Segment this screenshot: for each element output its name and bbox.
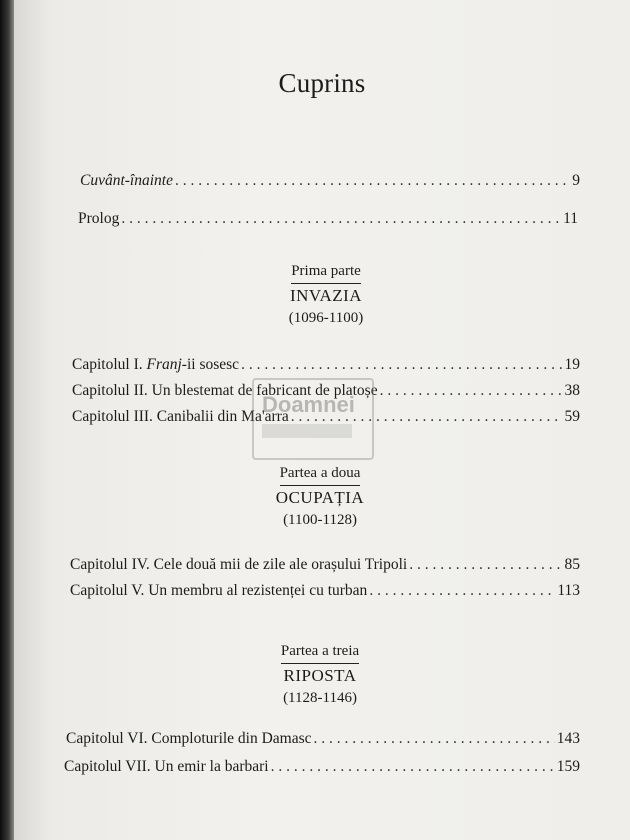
part-title: OCUPAȚIA [275, 488, 365, 507]
book-spine-shadow [0, 0, 14, 840]
toc-entry-label: Cuvânt-înainte [80, 172, 173, 189]
toc-entry-label: Prolog [78, 210, 120, 227]
toc-entry-page: 11 [563, 210, 578, 227]
leader-dots [175, 172, 570, 190]
part-title: INVAZIA [289, 286, 363, 305]
watermark-logo [252, 378, 374, 460]
part-years: (1128-1146) [283, 690, 357, 706]
book-page [14, 0, 630, 840]
chapter-label: Capitolul V. Un membru al rezistenței cu turban [70, 582, 368, 599]
toc-entry-prologue [78, 210, 578, 228]
chapter-label: Capitolul II. Un blestemat de fabricant de platoșe [72, 382, 378, 399]
leader-dots [241, 356, 562, 374]
toc-chapter-5 [70, 582, 580, 600]
chapter-page: 59 [564, 408, 580, 425]
toc-chapter-1 [72, 356, 580, 374]
part-years: (1096-1100) [288, 310, 364, 326]
toc-chapter-7 [64, 758, 580, 776]
chapter-label: Capitolul VI. Comploturile din Damasc [66, 730, 312, 747]
chapter-page: 38 [564, 382, 580, 399]
part-years: (1100-1128) [283, 512, 357, 528]
part-heading-2 [220, 464, 420, 529]
chapter-page: 19 [564, 356, 580, 373]
toc-entry-page: 9 [572, 172, 580, 189]
chapter-label: Capitolul III. Canibalii din Ma'arra [72, 408, 289, 425]
chapter-page: 143 [556, 730, 580, 747]
chapter-page: 159 [556, 758, 580, 775]
toc-entry-foreword [80, 172, 580, 190]
chapter-label: Capitolul VII. Un emir la barbari [64, 758, 269, 775]
page-title: Cuprins [278, 68, 366, 98]
chapter-label: Capitolul IV. Cele două mii de zile ale orașului Tripoli [70, 556, 408, 573]
toc-chapter-4 [70, 556, 580, 574]
part-name: Prima parte [291, 263, 361, 284]
leader-dots [271, 758, 555, 776]
leader-dots [121, 210, 561, 228]
part-heading-1 [226, 262, 426, 327]
leader-dots [409, 556, 562, 574]
chapter-page: 113 [557, 582, 580, 599]
chapter-page: 85 [564, 556, 580, 573]
part-title: RIPOSTA [283, 666, 357, 685]
toc-chapter-6 [66, 730, 580, 748]
leader-dots [314, 730, 555, 748]
chapter-label: Capitolul I. Franj-ii sosesc [72, 356, 240, 373]
part-name: Partea a doua [280, 465, 361, 486]
watermark-text: Doamnei [262, 392, 355, 417]
part-heading-3 [220, 642, 420, 707]
part-name: Partea a treia [281, 643, 359, 664]
leader-dots [380, 382, 563, 400]
leader-dots [369, 582, 555, 600]
